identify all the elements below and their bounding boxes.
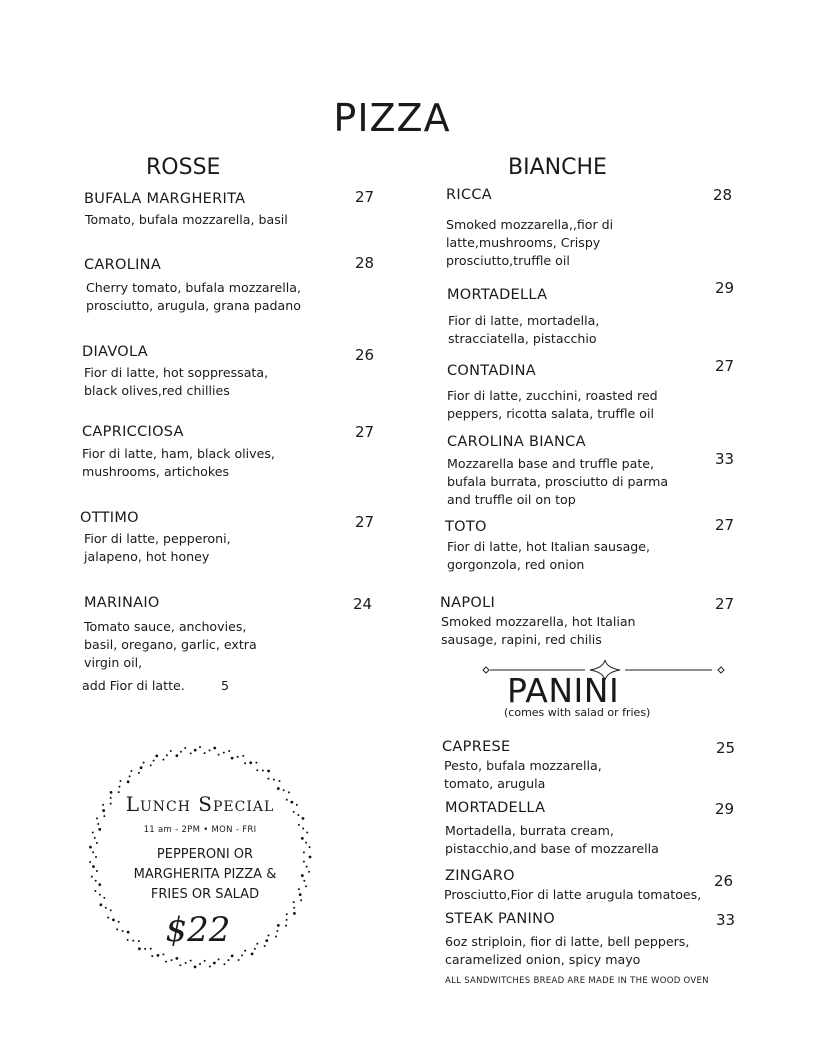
lunch-offer: PEPPERONI OR MARGHERITA PIZZA & FRIES OR SALAD [133,847,277,902]
rosse-item-name: MARINAIO [84,595,160,611]
panini-item-price: 26 [714,872,734,890]
lunch-special-title: Lunch Special [125,792,275,816]
bianche-item-price: 28 [713,186,733,204]
panini-item-name: MORTADELLA [445,800,546,816]
bianche-item-name: TOTO [445,519,487,535]
panini-item-desc: Pesto, bufala mozzarella, tomato, arugula [444,758,602,791]
bianche-item-desc: Smoked mozzarella,,fior di latte,mushrooms, Crispy prosciutto,truffle oil [446,217,614,268]
rosse-item-desc: Cherry tomato, bufala mozzarella, prosciutto, arugula, grana padano [86,280,302,313]
bianche-item-desc: Mozzarella base and truffle pate, bufala burrata, prosciutto di parma and truffle oil on top [447,456,669,507]
rosse-item-desc: Fior di latte, ham, black olives, mushrooms, artichokes [82,446,275,479]
rosse-item-desc: Fior di latte, hot soppressata, black olives,red chillies [84,365,269,398]
rosse-item-price: 27 [355,423,375,441]
bianche-item-desc: Fior di latte, mortadella, stracciatella, pistacchio [448,313,600,346]
panini-item-name: STEAK PANINO [445,911,555,927]
panini-item-desc: Prosciutto,Fior di latte arugula tomatoes, [444,887,702,902]
lunch-price: $22 [165,910,231,950]
bianche-item-desc: Fior di latte, zucchini, roasted red peppers, ricotta salata, truffle oil [447,388,658,421]
page-title: PIZZA [333,96,451,140]
bianche-item-name: NAPOLI [440,595,496,611]
rosse-item-name: OTTIMO [80,510,139,526]
rosse-item-desc: Fior di latte, pepperoni, jalapeno, hot honey [84,531,231,564]
rosse-item-name: CAROLINA [84,257,162,273]
bianche-item-name: CONTADINA [447,363,536,379]
bianche-heading: BIANCHE [508,155,607,180]
bianche-item-name: RICCA [446,187,493,203]
panini-item-desc: 6oz striploin, fior di latte, bell peppers, caramelized onion, spicy mayo [445,934,690,967]
rosse-item-price: 28 [355,254,375,272]
rosse-item-name: BUFALA MARGHERITA [84,191,246,207]
bianche-item-name: MORTADELLA [447,287,548,303]
rosse-item-price: 24 [353,595,373,613]
bianche-item-name: CAROLINA BIANCA [447,434,586,450]
panini-heading: PANINI [507,671,620,710]
addon-label: add Fior di latte. [82,678,185,693]
panini-item-price: 33 [716,911,736,929]
rosse-item-price: 27 [355,513,375,531]
panini-item-price: 25 [716,739,736,757]
bianche-item-desc: Smoked mozzarella, hot Italian sausage, rapini, red chilis [441,614,636,647]
panini-item-desc: Mortadella, burrata cream, pistacchio,and base of mozzarella [445,823,659,856]
addon-price: 5 [221,678,230,693]
rosse-item-desc: Tomato sauce, anchovies, basil, oregano, garlic, extra virgin oil, [84,619,257,670]
lunch-hours: 11 am - 2PM • MON - FRI [143,825,257,835]
rosse-item-name: CAPRICCIOSA [82,424,184,440]
bianche-item-price: 29 [715,279,735,297]
rosse-item-price: 26 [355,346,375,364]
rosse-item-price: 27 [355,188,375,206]
panini-item-name: ZINGARO [445,868,515,884]
rosse-heading: ROSSE [146,155,221,180]
panini-footnote: ALL SANDWITCHES BREAD ARE MADE IN THE WOOD OVEN [445,976,709,986]
panini-item-name: CAPRESE [442,739,511,755]
rosse-item-desc: Tomato, bufala mozzarella, basil [85,212,288,227]
panini-item-price: 29 [715,800,735,818]
bianche-item-price: 27 [715,357,735,375]
bianche-item-price: 33 [715,450,735,468]
bianche-item-price: 27 [715,595,735,613]
bianche-item-desc: Fior di latte, hot Italian sausage, gorgonzola, red onion [447,539,651,572]
bianche-item-price: 27 [715,516,735,534]
rosse-item-name: DIAVOLA [82,344,148,360]
panini-subtitle: (comes with salad or fries) [504,706,651,719]
